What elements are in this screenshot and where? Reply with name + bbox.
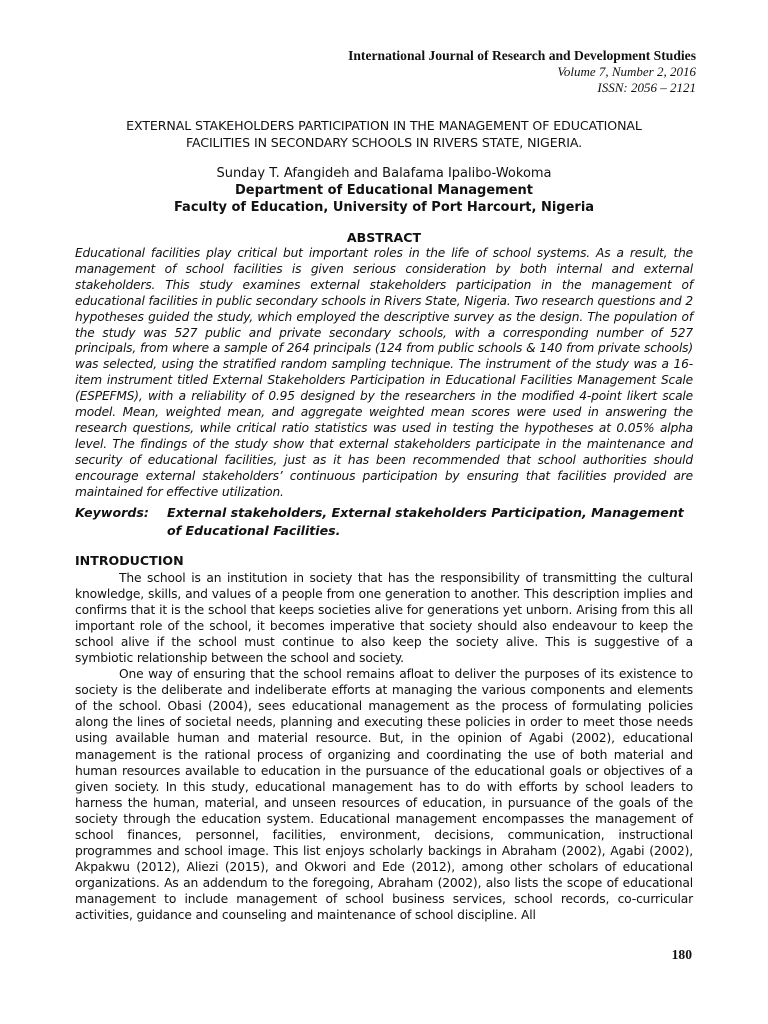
keywords-block xyxy=(75,504,693,540)
paper-title xyxy=(70,117,698,151)
keywords-label: Keywords: xyxy=(75,505,149,520)
journal-name: International Journal of Research and Development Studies xyxy=(348,48,696,63)
keywords-text: External stakeholders, External stakeholders Participation, Management of Educational Facilities. xyxy=(167,505,684,538)
abstract-heading: ABSTRACT xyxy=(346,230,422,245)
paper-title-line-1: EXTERNAL STAKEHOLDERS PARTICIPATION IN THE MANAGEMENT OF EDUCATIONAL xyxy=(126,118,642,133)
paper-title-line-2: FACILITIES IN SECONDARY SCHOOLS IN RIVERS STATE, NIGERIA. xyxy=(185,135,583,150)
introduction-body xyxy=(75,570,693,923)
page-number: 180 xyxy=(671,947,692,962)
author-faculty: Faculty of Education, University of Port Harcourt, Nigeria xyxy=(173,200,595,215)
author-department: Department of Educational Management xyxy=(234,183,533,198)
journal-header xyxy=(348,47,696,96)
introduction-heading: INTRODUCTION xyxy=(75,553,184,568)
abstract-text: Educational facilities play critical but important roles in the life of school systems. As a result, the management of school facilities is given serious consideration by both internal and external stakeholders. This study examines external stakeholders participation in the management of educational facilities in public secondary schools in Rivers State, Nigeria. Two research questions and 2 hypotheses guided the study, which employed the descriptive survey as the design. The population of the study was 527 public and private secondary schools, with a corresponding number of 527 principals, from where a sample of 264 principals (124 from public schools & 140 from private schools) was selected, using the stratified random sampling technique. The instrument of the study was a 16-item instrument titled External Stakeholders Participation in Educational Facilities Management Scale (ESPEFMS), with a reliability of 0.95 designed by the researchers in the modified 4-point likert scale model. Mean, weighted mean, and aggregate weighted mean scores were used in answering the research questions, while critical ratio statistics was used in testing the hypotheses at 0.05% alpha level. The findings of the study show that external stakeholders participate in the maintenance and security of educational facilities, just as it has been recommended that school authorities should encourage external stakeholders’ continuous participation by ensuring that facilities provided are maintained for effective utilization. xyxy=(75,246,693,499)
author-names: Sunday T. Afangideh and Balafama Ipalibo-Wokoma xyxy=(216,166,552,181)
introduction-paragraph-1: The school is an institution in society that has the responsibility of transmitting the cultural knowledge, skills, and values of a people from one generation to another. This description implies and confirms that it is the school that keeps societies alive for generations yet unborn. Arising from this all important role of the school, it becomes imperative that society should also endeavour to keep the school alive if the school must continue to also keep the society alive. This is suggestive of a symbiotic relationship between the school and society. xyxy=(75,571,693,666)
author-block xyxy=(70,165,698,216)
journal-volume: Volume 7, Number 2, 2016 xyxy=(557,64,696,79)
introduction-paragraph-2: One way of ensuring that the school remains afloat to deliver the purposes of its existence to society is the deliberate and indeliberate efforts at managing the various components and elements of the school. Obasi (2004), sees educational management as the process of formulating policies along the lines of societal needs, planning and executing these policies in order to meet those needs using available human and material resource. But, in the opinion of Agabi (2002), educational management is the rational process of organizing and coordinating the use of both material and human resources available to education in the pursuance of the educational goals or objectives of a given society. In this study, educational management has to do with efforts by school leaders to harness the human, material, and unseen resources of education, in pursuance of the goals of the society through the education system. Educational management encompasses the management of school finances, personnel, facilities, environment, decisions, communication, instructional programmes and school image. This list enjoys scholarly backings in Abraham (2002), Agabi (2002), Akpakwu (2012), Aliezi (2015), and Okwori and Ede (2012), among other scholars of educational organizations. As an addendum to the foregoing, Abraham (2002), also lists the scope of educational management to include management of school business services, school records, co-curricular activities, guidance and counseling and maintenance of school discipline. All xyxy=(75,667,693,922)
journal-issn: ISSN: 2056 – 2121 xyxy=(597,80,696,95)
